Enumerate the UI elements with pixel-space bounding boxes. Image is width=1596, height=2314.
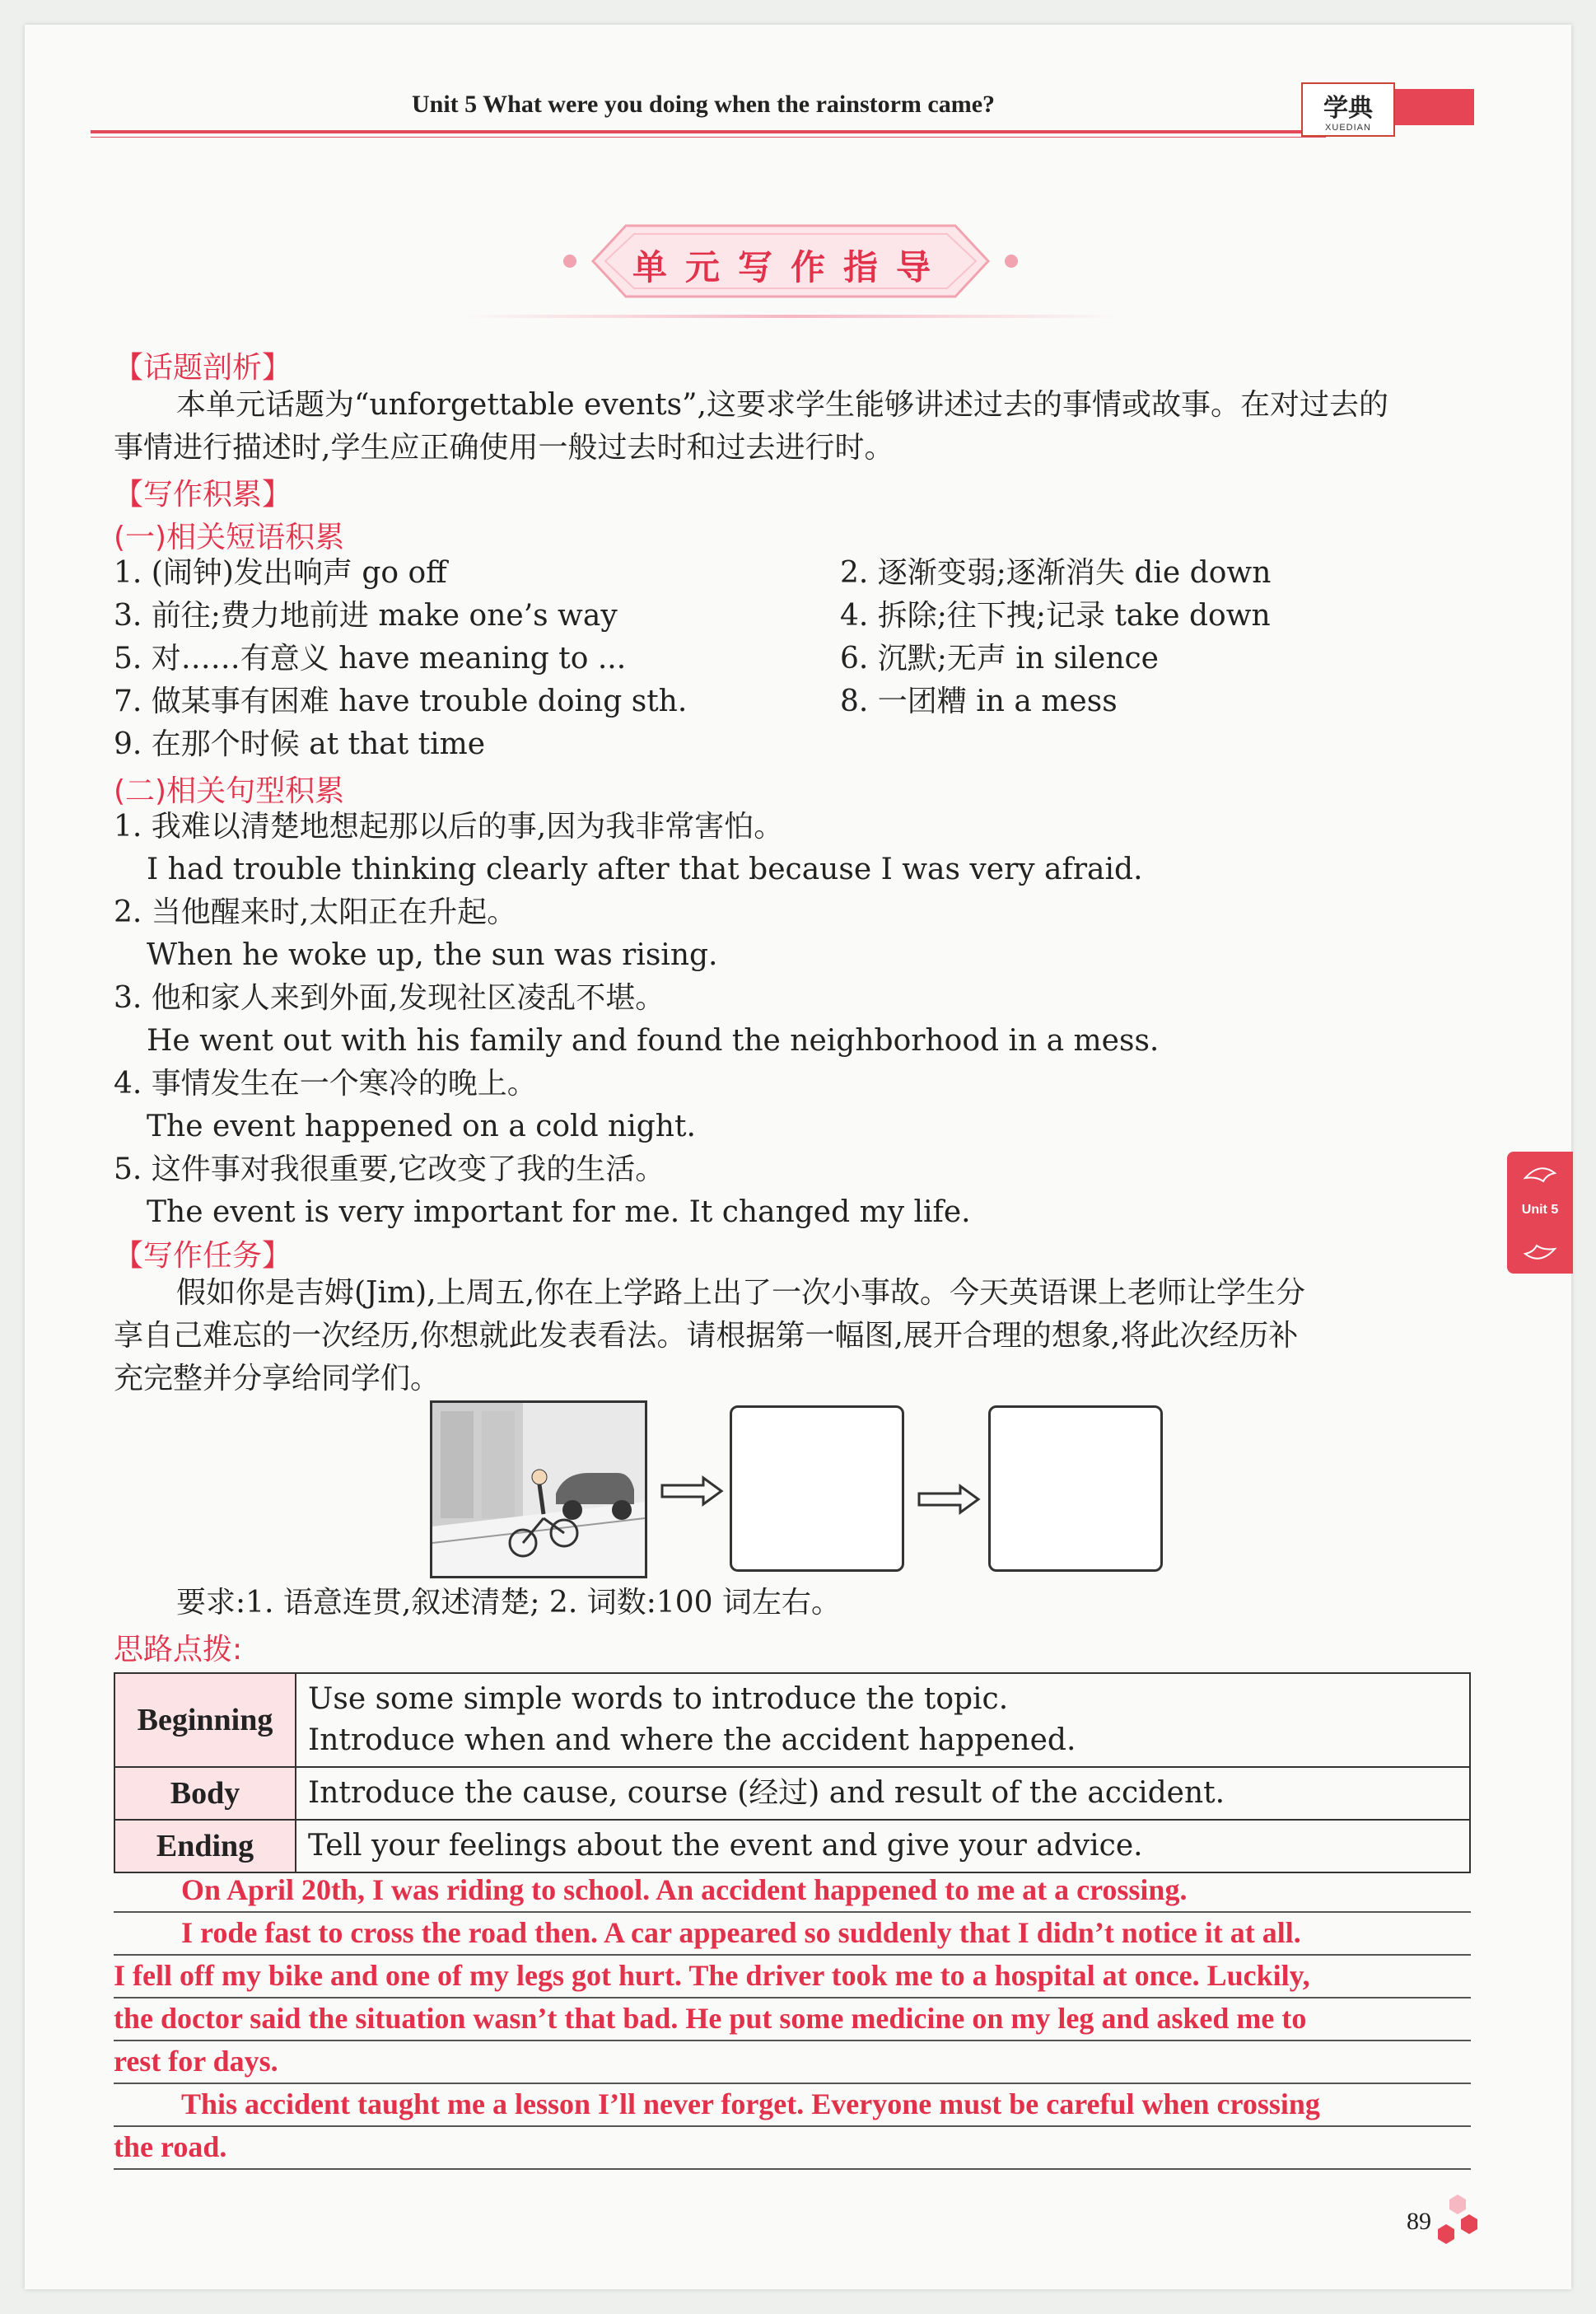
- phrase-item: 6. 沉默;无声 in silence: [840, 642, 1159, 676]
- outline-line: Tell your feelings about the event and give your advice.: [308, 1829, 1143, 1863]
- sentence-cn: 1. 我难以清楚地想起那以后的事,因为我非常害怕。: [114, 810, 784, 844]
- outline-line: Use some simple words to introduce the topic.: [308, 1682, 1009, 1716]
- sentence-cn: 4. 事情发生在一个寒冷的晚上。: [114, 1067, 537, 1101]
- essay-line: the road.: [114, 2130, 227, 2163]
- outline-content: [296, 1673, 1470, 1767]
- writing-rule: [114, 2040, 1471, 2041]
- table-row: [114, 1820, 1470, 1872]
- task-requirements: 要求:1. 语意连贯,叙述清楚; 2. 词数:100 词左右。: [176, 1586, 842, 1620]
- outline-content: [296, 1767, 1470, 1820]
- phrase-item: 3. 前往;费力地前进 make one’s way: [114, 599, 618, 633]
- logo-sub-text: XUEDIAN: [1325, 123, 1371, 133]
- sentence-cn: 5. 这件事对我很重要,它改变了我的生活。: [114, 1152, 665, 1186]
- blank-picture-box: [988, 1405, 1163, 1572]
- outline-content: [296, 1820, 1470, 1872]
- outline-line: Introduce when and where the accident happened.: [308, 1723, 1076, 1757]
- phrase-item: 4. 拆除;往下拽;记录 take down: [840, 599, 1271, 633]
- unit-side-tab: [1507, 1152, 1573, 1274]
- page-number: 89: [1407, 2208, 1431, 2235]
- banner-title: 单元写作指导: [632, 247, 949, 287]
- essay-line: rest for days.: [114, 2045, 278, 2078]
- sentences-heading: (二)相关句型积累: [114, 774, 345, 808]
- topic-heading: 【话题剖析】: [114, 351, 292, 385]
- sentence-en: He went out with his family and found the neighborhood in a mess.: [147, 1024, 1160, 1058]
- writing-rule: [114, 2168, 1471, 2170]
- accumulation-heading: 【写作积累】: [114, 478, 292, 512]
- phrase-item: 2. 逐渐变弱;逐渐消失 die down: [840, 556, 1272, 590]
- outline-heading: 思路点拨:: [114, 1633, 243, 1667]
- sentence-en: I had trouble thinking clearly after that because I was very afraid.: [147, 853, 1143, 886]
- phrase-item: 7. 做某事有困难 have trouble doing sth.: [114, 685, 688, 718]
- side-tab-label: Unit 5: [1521, 1203, 1559, 1217]
- essay-line: the doctor said the situation wasn’t that bad. He put some medicine on my leg and asked me to: [114, 2002, 1307, 2035]
- phrase-item: 5. 对……有意义 have meaning to ...: [114, 642, 627, 676]
- header-rule-thin: [91, 137, 1326, 138]
- phrase-item: 1. (闹钟)发出响声 go off: [114, 556, 447, 590]
- cyclist-and-car-picture: [432, 1403, 645, 1576]
- wing-icon: [1522, 1234, 1558, 1264]
- topic-line-2: 事情进行描述时,学生应正确使用一般过去时和过去进行时。: [114, 431, 894, 465]
- essay-line: I fell off my bike and one of my legs got hurt. The driver took me to a hospital at once. Luckily,: [114, 1959, 1310, 1992]
- phrase-item: 9. 在那个时候 at that time: [114, 727, 486, 761]
- writing-rule: [114, 2125, 1471, 2127]
- sentence-cn: 3. 他和家人来到外面,发现社区凌乱不堪。: [114, 981, 665, 1015]
- task-line-2: 享自己难忘的一次经历,你想就此发表看法。请根据第一幅图,展开合理的想象,将此次经历补: [114, 1319, 1299, 1353]
- outline-label: Ending: [114, 1820, 296, 1872]
- task-line-1: 假如你是吉姆(Jim),上周五,你在上学路上出了一次小事故。今天英语课上老师让学生分: [176, 1276, 1306, 1310]
- outline-label: Beginning: [114, 1673, 296, 1767]
- outline-label: Body: [114, 1767, 296, 1820]
- xuedian-logo: [1301, 82, 1395, 137]
- essay-line: I rode fast to cross the road then. A car appeared so suddenly that I didn’t notice it at all.: [181, 1916, 1301, 1949]
- sentence-en: When he woke up, the sun was rising.: [147, 938, 718, 972]
- phrase-item: 8. 一团糟 in a mess: [840, 685, 1118, 718]
- phrases-heading: (一)相关短语积累: [114, 521, 345, 554]
- blank-picture-box: [730, 1405, 904, 1572]
- topic-line-1: 本单元话题为“unforgettable events”,这要求学生能够讲述过去的事情或故事。在对过去的: [176, 388, 1388, 422]
- wing-icon: [1522, 1163, 1558, 1193]
- hexagon-decoration-icon: [1433, 2191, 1482, 2249]
- essay-line: On April 20th, I was riding to school. An accident happened to me at a crossing.: [181, 1873, 1188, 1906]
- header-rule: [91, 130, 1326, 133]
- task-line-3: 充完整并分享给同学们。: [114, 1362, 441, 1395]
- header-accent-bar: [1392, 89, 1474, 125]
- table-row: [114, 1767, 1470, 1820]
- arrow-right-icon: [659, 1475, 725, 1508]
- accident-illustration: [430, 1400, 647, 1578]
- sentence-cn: 2. 当他醒来时,太阳正在升起。: [114, 895, 517, 929]
- sentence-en: The event happened on a cold night.: [147, 1110, 696, 1143]
- sentence-en: The event is very important for me. It changed my life.: [147, 1195, 971, 1229]
- outline-table: [114, 1672, 1471, 1873]
- logo-main-text: 学典: [1323, 94, 1373, 123]
- arrow-right-icon: [916, 1483, 982, 1516]
- essay-line: This accident taught me a lesson I’ll never forget. Everyone must be careful when crossing: [181, 2087, 1320, 2120]
- outline-line: Introduce the cause, course (经过) and result of the accident.: [308, 1776, 1225, 1810]
- unit-title: Unit 5 What were you doing when the rainstorm came?: [412, 91, 996, 118]
- banner-underline: [461, 315, 1120, 318]
- table-row: [114, 1673, 1470, 1767]
- task-heading: 【写作任务】: [114, 1239, 292, 1273]
